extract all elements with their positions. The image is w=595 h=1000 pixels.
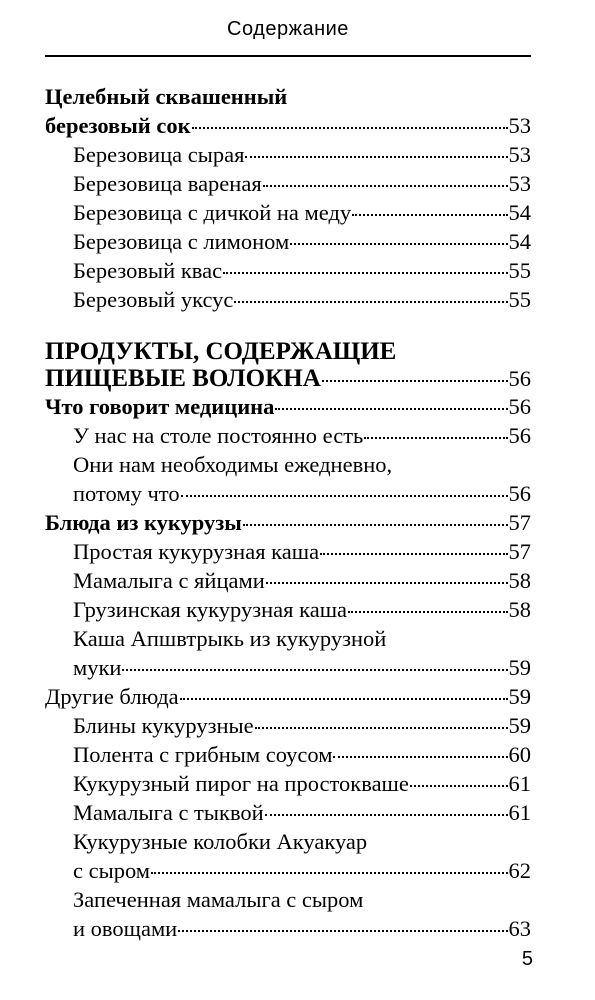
toc-entry-title: Березовица с дичкой на меду bbox=[73, 200, 352, 225]
toc-subentry bbox=[45, 140, 531, 169]
toc-line bbox=[45, 82, 531, 111]
toc-page-number: 57 bbox=[508, 539, 531, 564]
toc-entry-title: Березовица с лимоном bbox=[73, 229, 290, 254]
toc-page-number: 59 bbox=[508, 713, 531, 738]
toc-line bbox=[73, 711, 531, 740]
toc-entry-title: Блины кукурузные bbox=[73, 713, 254, 738]
toc-subentry bbox=[45, 885, 531, 943]
dot-leader bbox=[255, 727, 508, 729]
toc-line bbox=[73, 914, 531, 943]
dot-leader bbox=[122, 669, 507, 671]
toc-page-number: 61 bbox=[508, 771, 531, 796]
dot-leader bbox=[322, 380, 508, 382]
dot-leader bbox=[265, 814, 508, 816]
dot-leader bbox=[266, 582, 508, 584]
toc-line bbox=[73, 566, 531, 595]
dot-leader bbox=[178, 930, 507, 932]
toc-line bbox=[73, 285, 531, 314]
toc-line bbox=[73, 198, 531, 227]
toc-entry-title: Простая кукурузная каша bbox=[73, 539, 320, 564]
toc-line bbox=[45, 365, 531, 392]
toc-page-number: 56 bbox=[508, 423, 531, 448]
toc-page-number: 56 bbox=[508, 394, 531, 419]
toc-subentry bbox=[45, 421, 531, 450]
toc-page-number: 58 bbox=[508, 597, 531, 622]
toc-entry-title: Грузинская кукурузная каша bbox=[73, 597, 348, 622]
toc-entry-title: Кукурузные колобки Акуакуар bbox=[73, 829, 368, 854]
toc-page-number: 54 bbox=[508, 200, 531, 225]
dot-leader bbox=[151, 872, 507, 874]
toc-page-number: 63 bbox=[508, 916, 531, 941]
toc-page-number: 55 bbox=[508, 258, 531, 283]
toc-line bbox=[73, 256, 531, 285]
toc-entry-title: Березовица вареная bbox=[73, 171, 262, 196]
toc-line bbox=[73, 885, 531, 914]
toc-line bbox=[73, 624, 531, 653]
toc-line bbox=[73, 595, 531, 624]
toc-entry-title: Каша Апшвтрыкь из кукурузной bbox=[73, 626, 387, 651]
toc-entry-title: березовый сок bbox=[45, 113, 191, 138]
page-number: 5 bbox=[521, 948, 533, 970]
dot-leader bbox=[410, 785, 508, 787]
toc-subentry bbox=[45, 566, 531, 595]
toc-chapter-entry bbox=[45, 392, 531, 421]
toc-entry-title: ПИЩЕВЫЕ ВОЛОКНА bbox=[45, 365, 321, 392]
toc-line bbox=[73, 798, 531, 827]
toc-line bbox=[73, 140, 531, 169]
toc-page-number: 53 bbox=[508, 142, 531, 167]
toc-subentry bbox=[45, 450, 531, 508]
toc-entry-title: Другие блюда bbox=[45, 684, 179, 709]
dot-leader bbox=[243, 524, 508, 526]
toc-page-number: 59 bbox=[508, 655, 531, 680]
toc-line bbox=[45, 508, 531, 537]
toc-entry-title: Мамалыга с тыквой bbox=[73, 800, 264, 825]
dot-leader bbox=[333, 756, 507, 758]
toc-line bbox=[73, 169, 531, 198]
toc-entry-title: муки bbox=[73, 655, 122, 680]
toc-subentry bbox=[45, 740, 531, 769]
toc-line bbox=[73, 827, 531, 856]
toc-subentry bbox=[45, 769, 531, 798]
toc-subentry bbox=[45, 595, 531, 624]
toc-line bbox=[73, 537, 531, 566]
toc-entry-title: Березовый уксус bbox=[73, 287, 234, 312]
toc-page-number: 57 bbox=[508, 510, 531, 535]
header-rule bbox=[45, 55, 531, 57]
dot-leader bbox=[348, 611, 507, 613]
running-header: Содержание bbox=[227, 18, 349, 40]
toc-line bbox=[73, 227, 531, 256]
dot-leader bbox=[223, 272, 507, 274]
toc-entry-title: и овощами bbox=[73, 916, 178, 941]
dot-leader bbox=[180, 698, 508, 700]
toc-page-number: 53 bbox=[508, 113, 531, 138]
toc-line bbox=[73, 450, 531, 479]
toc-line bbox=[45, 111, 531, 140]
toc-entry-title: Целебный сквашенный bbox=[45, 84, 288, 109]
toc-page-number: 54 bbox=[508, 229, 531, 254]
dot-leader bbox=[181, 495, 508, 497]
toc-subentry bbox=[45, 285, 531, 314]
toc-page-number: 56 bbox=[508, 366, 531, 391]
dot-leader bbox=[263, 185, 508, 187]
toc-page-number: 61 bbox=[508, 800, 531, 825]
toc-entry-title: Они нам необходимы ежедневно, bbox=[73, 452, 393, 477]
toc-entry-title: Березовый квас bbox=[73, 258, 223, 283]
dot-leader bbox=[320, 553, 507, 555]
toc-page-number: 55 bbox=[508, 287, 531, 312]
toc-entry-title: с сыром bbox=[73, 858, 151, 883]
dot-leader bbox=[192, 127, 508, 129]
toc-line bbox=[73, 653, 531, 682]
toc-line bbox=[45, 338, 531, 365]
toc-entry-title: Запеченная мамалыга с сыром bbox=[73, 887, 364, 912]
toc-line bbox=[73, 769, 531, 798]
toc-line bbox=[45, 682, 531, 711]
table-of-contents bbox=[45, 82, 531, 943]
toc-page-number: 59 bbox=[508, 684, 531, 709]
toc-entry-title: Кукурузный пирог на простокваше bbox=[73, 771, 409, 796]
toc-part-entry bbox=[45, 338, 531, 392]
toc-line bbox=[73, 856, 531, 885]
toc-chapter-entry bbox=[45, 682, 531, 711]
toc-line bbox=[73, 421, 531, 450]
toc-page-number: 58 bbox=[508, 568, 531, 593]
toc-entry-title: Блюда из кукурузы bbox=[45, 510, 242, 535]
dot-leader bbox=[352, 214, 507, 216]
toc-chapter-entry bbox=[45, 82, 531, 140]
dot-leader bbox=[275, 408, 507, 410]
toc-subentry bbox=[45, 798, 531, 827]
toc-entry-title: Что говорит медицина bbox=[45, 394, 275, 419]
toc-page-number: 60 bbox=[508, 742, 531, 767]
toc-entry-title: У нас на столе постоянно есть bbox=[73, 423, 364, 448]
toc-subentry bbox=[45, 537, 531, 566]
toc-subentry bbox=[45, 624, 531, 682]
toc-page-number: 62 bbox=[508, 858, 531, 883]
section-gap bbox=[45, 314, 531, 338]
toc-entry-title: потому что bbox=[73, 481, 180, 506]
toc-entry-title: Полента с грибным соусом bbox=[73, 742, 333, 767]
toc-subentry bbox=[45, 169, 531, 198]
toc-line bbox=[45, 392, 531, 421]
toc-entry-title: Березовица сырая bbox=[73, 142, 245, 167]
toc-page-number: 56 bbox=[508, 481, 531, 506]
toc-line bbox=[73, 740, 531, 769]
dot-leader bbox=[245, 156, 507, 158]
toc-subentry bbox=[45, 827, 531, 885]
toc-subentry bbox=[45, 256, 531, 285]
dot-leader bbox=[234, 301, 507, 303]
dot-leader bbox=[364, 437, 507, 439]
toc-entry-title: ПРОДУКТЫ, СОДЕРЖАЩИЕ bbox=[45, 338, 397, 365]
toc-entry-title: Мамалыга с яйцами bbox=[73, 568, 265, 593]
toc-subentry bbox=[45, 198, 531, 227]
toc-line bbox=[73, 479, 531, 508]
toc-subentry bbox=[45, 711, 531, 740]
toc-subentry bbox=[45, 227, 531, 256]
toc-chapter-entry bbox=[45, 508, 531, 537]
toc-page-number: 53 bbox=[508, 171, 531, 196]
dot-leader bbox=[290, 243, 507, 245]
